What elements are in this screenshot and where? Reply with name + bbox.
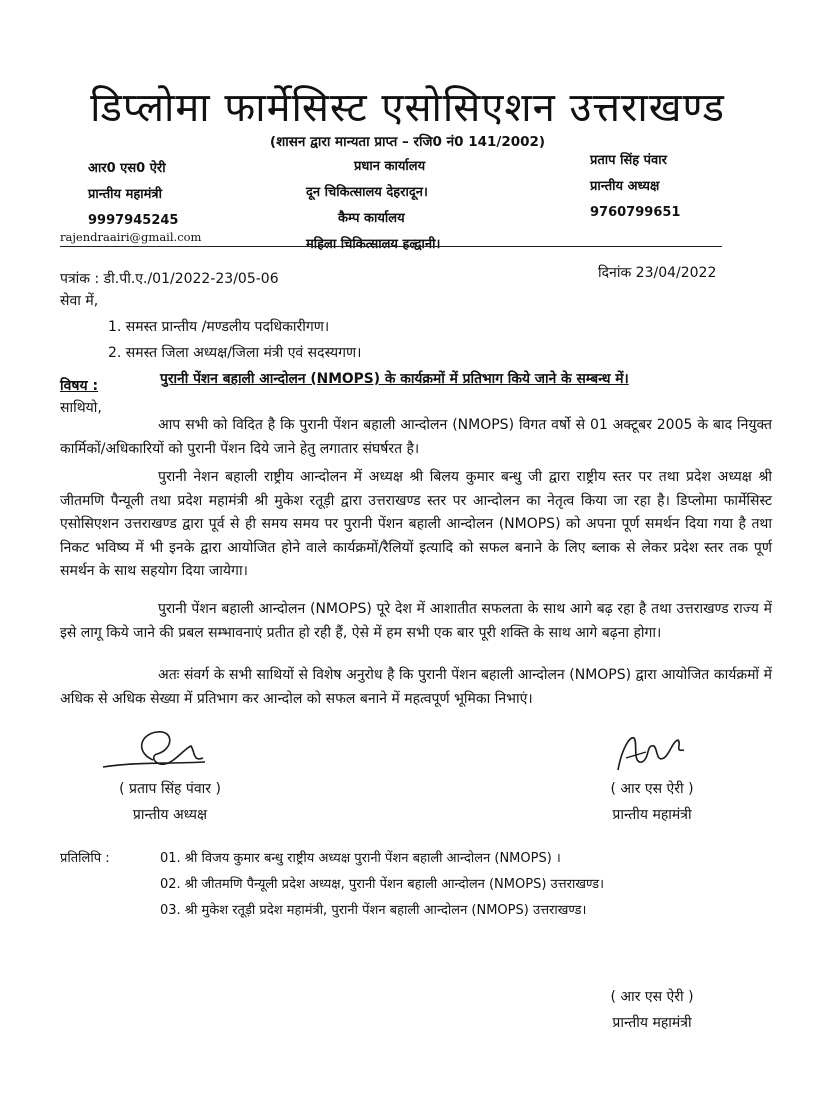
left-contact <box>88 156 178 234</box>
head-office-place: दून चिकित्सालय देहरादून। <box>306 185 428 200</box>
left-signatory <box>100 776 240 828</box>
right-contact <box>590 148 680 226</box>
addressee-line: सेवा में, <box>60 293 99 309</box>
reference-number: पत्रांक : डी.पी.ए./01/2022-23/05-06 <box>60 271 279 287</box>
header-divider <box>60 246 722 247</box>
head-office-label: प्रधान कार्यालय <box>354 159 426 174</box>
letterhead-title: डिप्लोमा फार्मेसिस्ट एसोसिएशन उत्तराखण्ड <box>90 85 725 131</box>
left-signature-icon <box>95 722 225 782</box>
left-contact-phone: 9997945245 <box>88 213 179 228</box>
right-signatory-name: ( आर एस ऐरी ) <box>610 781 694 797</box>
subject-label: विषय : <box>60 378 99 394</box>
right-contact-designation: प्रान्तीय अध्यक्ष <box>590 179 660 194</box>
cc-label: प्रतिलिपि : <box>60 851 110 866</box>
body-paragraph: पुरानी नेशन बहाली राष्ट्रीय आन्दोलन में अध्यक्ष श्री बिलय कुमार बन्धु जी द्वारा राष्ट्रीय स्तर पर तथा प्रदेश अध्यक्ष श्री जीतमणि पैन्यूली तथा प्रदेश महामंत्री श्री मुकेश रतूड़ी द्वारा उत्तराखण्ड स्तर पर आन्दोलन का नेतृत्व किया जा रहा है। डिप्लोमा फार्मेसिस्ट एसोसिएशन उत्तराखण्ड द्वारा पूर्व से ही समय समय पर पुरानी पेंशन बहाली आन्दोलन (NMOPS) को अपना पूर्ण समर्थन दिया गया है तथा निकट भविष्य में भी इनके द्वारा आयोजित होने वाले कार्यक्रमों/रैलियों इत्यादि को सफल बनाने के लिए ब्लाक से लेकर प्रदेश स्तर तक पूर्ण समर्थन के साथ सहयोग दिया जायेगा। <box>60 469 772 579</box>
body-paragraph: पुरानी पेंशन बहाली आन्दोलन (NMOPS) पूरे देश में आशातीत सफलता के साथ आगे बढ़ रहा है तथा उत्तराखण्ड राज्य में इसे लागू किये जाने की प्रबल सम्भावनाएं प्रतीत हो रही हैं, ऐसे में हम सभी एक बार पूरी शक्ति के साथ आगे बढ़ना होगा। <box>60 601 772 641</box>
camp-office-label: कैम्प कार्यालय <box>338 211 405 226</box>
letter-date: दिनांक 23/04/2022 <box>598 265 717 281</box>
left-signatory-name: ( प्रताप सिंह पंवार ) <box>119 781 221 797</box>
salutation: साथियो, <box>60 400 102 416</box>
right-signatory <box>582 776 722 828</box>
cc-item: 03. श्री मुकेश रतूड़ी प्रदेश महामंत्री, पुरानी पेंशन बहाली आन्दोलन (NMOPS) उत्तराखण्ड। <box>160 903 587 918</box>
left-signatory-designation: प्रान्तीय अध्यक्ष <box>132 807 208 823</box>
footer-signatory-name: ( आर एस ऐरी ) <box>610 989 694 1005</box>
cc-list <box>160 846 720 924</box>
camp-office-place: महिला चिकित्सालय हल्द्वानी। <box>306 237 441 252</box>
right-contact-name: प्रताप सिंह पंवार <box>590 153 667 168</box>
cc-item: 02. श्री जीतमणि पैन्यूली प्रदेश अध्यक्ष, पुरानी पेंशन बहाली आन्दोलन (NMOPS) उत्तराखण्ड। <box>160 877 605 892</box>
footer-signatory-designation: प्रान्तीय महामंत्री <box>612 1015 692 1031</box>
body-paragraph: अतः संवर्ग के सभी साथियों से विशेष अनुरोध है कि पुरानी पेंशन बहाली आन्दोलन (NMOPS) द्वारा आयोजित कार्यक्रमों में अधिक से अधिक सेख्या में प्रतिभाग कर आन्दोल को सफल बनाने में महत्वपूर्ण भूमिका निभाएं। <box>60 667 772 707</box>
recipient-list <box>108 314 361 366</box>
left-contact-email[interactable]: rajendraairi@gmail.com <box>60 230 202 244</box>
body-paragraph: आप सभी को विदित है कि पुरानी पेंशन बहाली आन्दोलन (NMOPS) विगत वर्षो से 01 अक्टूबर 2005 के बाद नियुक्त कार्मिकों/अधिकारियों को पुरानी पेंशन दिये जाने हेतु लगातार संघर्षरत है। <box>60 417 772 457</box>
left-contact-name: आर0 एस0 ऐरी <box>88 161 166 176</box>
right-contact-phone: 9760799651 <box>590 205 681 220</box>
cc-item: 01. श्री विजय कुमार बन्धु राष्ट्रीय अध्यक्ष पुरानी पेंशन बहाली आन्दोलन (NMOPS) । <box>160 851 561 866</box>
recipient-item: 1. समस्त प्रान्तीय /मण्डलीय पदधिकारीगण। <box>108 319 330 335</box>
registration-subtitle: (शासन द्वारा मान्यता प्राप्त – रजि0 नं0 141/2002) <box>269 134 546 150</box>
footer-signatory <box>582 984 722 1036</box>
right-signatory-designation: प्रान्तीय महामंत्री <box>612 807 692 823</box>
recipient-item: 2. समस्त जिला अध्यक्ष/जिला मंत्री एवं सदस्यगण। <box>108 345 362 361</box>
right-signature-icon <box>612 728 692 778</box>
left-contact-designation: प्रान्तीय महामंत्री <box>88 187 162 202</box>
office-addresses <box>306 154 506 258</box>
subject-text: पुरानी पेंशन बहाली आन्दोलन (NMOPS) के कार्यक्रमों में प्रतिभाग किये जाने के सम्बन्ध में। <box>160 371 629 387</box>
